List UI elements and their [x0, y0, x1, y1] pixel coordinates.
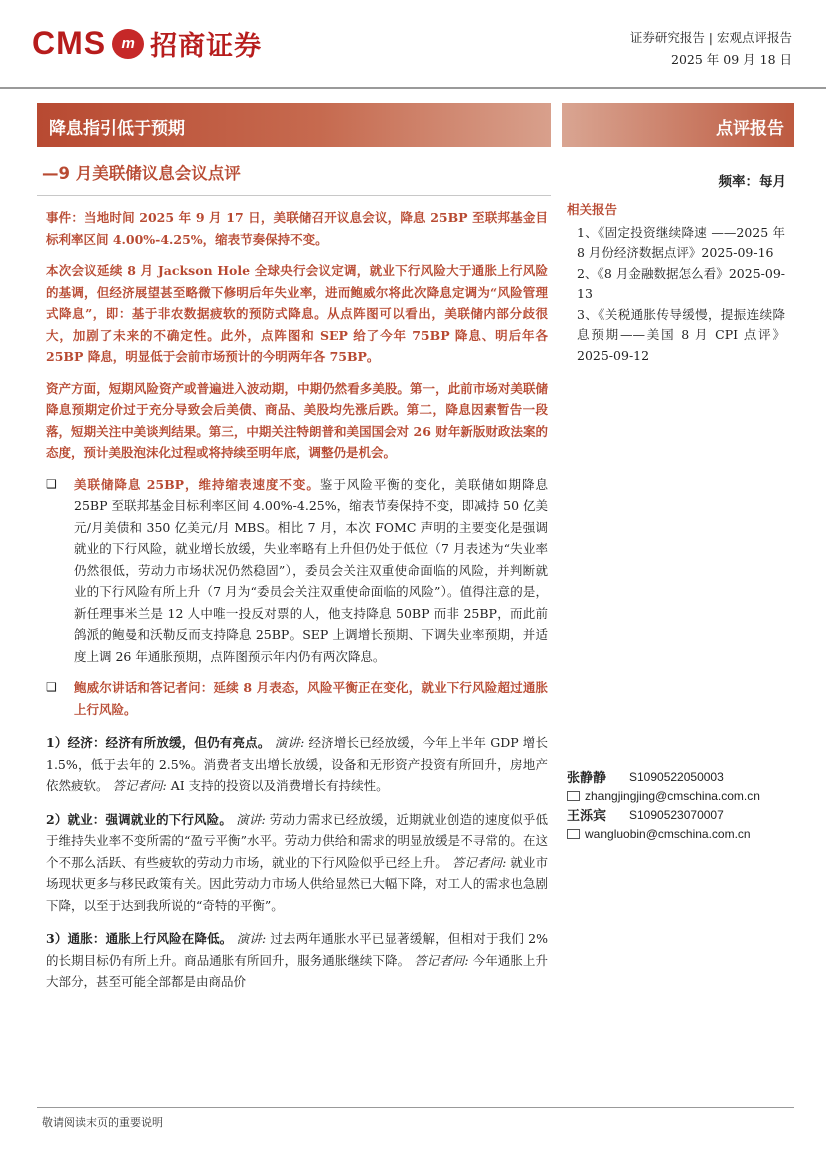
event-paragraph: 事件：当地时间 2025 年 9 月 17 日，美联储召开议息会议，降息 25BP 至联邦基金目标利率区间 4.00%-4.25%，缩表节奏保持不变。 — [46, 210, 548, 247]
related-report-item[interactable]: 3、《关税通胀传导缓慢，提振连续降息预期——美国 8 月 CPI 点评》2025-09-12 — [577, 306, 785, 363]
qa-label: 答记者问: — [451, 854, 507, 870]
report-category: 点评报告 — [716, 119, 784, 139]
speech-label: 演讲: — [236, 931, 267, 946]
section-employment — [46, 809, 548, 917]
bullet-item-2 — [46, 677, 548, 720]
logo-cms-text: CMS — [32, 25, 107, 61]
section-employment-heading: 2）就业：强调就业的下行风险。 — [46, 811, 232, 827]
related-report-item[interactable]: 2、《8 月金融数据怎么看》2025-09-13 — [577, 265, 785, 301]
frequency-label: 频率：每月 — [718, 174, 786, 190]
related-reports — [567, 200, 785, 366]
section-economy — [46, 732, 548, 797]
cms-logo — [32, 24, 262, 63]
section-employment-speech: 劳动力需求已经放缓，近期就业创造的速度似乎低于维持失业率不变所需的“盈亏平衡”水平。劳动力供给和需求的明显放缓是不寻常的。在这个不那么活跃、有些疲软的劳动力市场，就业的下行风险似乎已经上升。 — [46, 811, 549, 870]
subtitle-divider — [37, 195, 551, 196]
title-banner — [37, 103, 551, 147]
analyst-id: S1090522050003 — [629, 769, 724, 784]
header-info — [630, 27, 792, 71]
section-inflation — [46, 928, 548, 993]
analyst-name: 张静静 — [567, 771, 607, 786]
section-economy-qa: AI 支持的投资以及消费增长有持续性。 — [166, 778, 389, 793]
analyst-2-email-row[interactable] — [567, 824, 792, 843]
analyst-name: 王泺宾 — [567, 809, 607, 824]
bullet-item-1 — [46, 474, 548, 668]
mail-icon — [567, 829, 580, 839]
bullet-1-heading: 美联储降息 25BP，维持缩表速度不变。 — [74, 476, 320, 492]
analyst-list — [567, 767, 792, 843]
related-reports-title: 相关报告 — [567, 202, 618, 217]
footer-note: 敬请阅读末页的重要说明 — [42, 1116, 163, 1129]
main-content — [46, 207, 548, 993]
section-economy-speech: 经济增长已经放缓，今年上半年 GDP 增长 1.5%，低于去年的 2.5%。消费者支出增长放缓，设备和无形资产投资有所回升，房地产依然疲软。 — [46, 735, 548, 793]
header-divider — [0, 87, 826, 89]
analyst-1-email-row[interactable] — [567, 786, 792, 805]
qa-label: 答记者问: — [112, 778, 167, 793]
section-inflation-heading: 3）通胀：通胀上行风险在降低。 — [46, 931, 233, 946]
speech-label: 演讲: — [236, 811, 266, 827]
section-inflation-speech: 过去两年通胀水平已显著缓解，但相对于我们 2% 的长期目标仍有所上升。商品通胀有所回升，服务通胀继续下降。 — [46, 931, 548, 968]
footer-divider — [37, 1107, 794, 1108]
logo-emblem-icon: m — [112, 29, 144, 59]
section-economy-heading: 1）经济：经济有所放缓，但仍有亮点。 — [46, 735, 271, 750]
summary-paragraph-1: 本次会议延续 8 月 Jackson Hole 全球央行会议定调，就业下行风险大于通胀上行风险的基调，但经济展望甚至略微下修明后年失业率，进而鲍威尔将此次降息定调为“风险管理式降息”，即：基于非农数据疲软的预防式降息。从点阵图可以看出，美联储内部分歧很大，加剧了未来的不确定性。此外，点阵图和 SEP 给了今年 75BP 降息、明后年各 25BP 降息，明显低于会前市场预计的今明两年各 75BP。 — [46, 263, 548, 364]
speech-label: 演讲: — [274, 735, 305, 750]
section-employment-qa: 就业市场现状更多与移民政策有关。因此劳动力市场人供给显然已大幅下降，对工人的需求也急剧下降，以至于达到我所说的“奇特的平衡”。 — [46, 854, 548, 913]
logo-cn-text: 招商证券 — [150, 31, 263, 62]
analyst-id: S1090523070007 — [629, 807, 724, 822]
square-bullet-icon: ❑ — [46, 680, 57, 694]
section-inflation-qa: 今年通胀上升大部分，甚至可能全部都是由商品价 — [46, 952, 548, 989]
related-report-item[interactable]: 1、《固定投资继续降速 ——2025 年 8 月份经济数据点评》2025-09-16 — [577, 224, 785, 260]
analyst-email[interactable]: zhangjingjing@cmschina.com.cn — [585, 788, 760, 803]
report-type: 证券研究报告 | 宏观点评报告 — [629, 30, 792, 45]
mail-icon — [567, 791, 580, 801]
bullet-2-heading: 鲍威尔讲话和答记者问：延续 8 月表态，风险平衡正在变化，就业下行风险超过通胀上行风险。 — [74, 680, 548, 717]
report-date: 2025 年 09 月 18 日 — [671, 52, 792, 67]
analyst-email[interactable]: wangluobin@cmschina.com.cn — [585, 826, 751, 841]
category-banner — [562, 103, 794, 147]
analyst-2 — [567, 805, 792, 824]
analyst-1 — [567, 767, 792, 786]
qa-label: 答记者问: — [414, 952, 469, 968]
bullet-1-text: 鉴于风险平衡的变化，美联储如期降息 25BP 至联邦基金目标利率区间 4.00%-4.25%，缩表节奏保持不变，即减持 50 亿美元/月美债和 350 亿美元/月 MBS。相比 7 月，本次 FOMC 声明的主要变化是强调就业的下行风险，就业增长放缓，失业率略有上升但仍处于低位（7 月表述为“失业率仍然很低，劳动力市场状况仍然稳固”），委员会关注双重使命面临的风险，并判断就业的下行风险有所上升（7 月为“委员会关注双重使命面临的风险”）。值得注意的是，新任理事米兰是 12 人中唯一投反对票的人，他支持降息 50BP 而非 25BP，而此前鸽派的鲍曼和沃勒反而支持降息 25BP。SEP 上调增长预期、下调失业率预期，并适度上调 26 年通胀预期，点阵图预示年内仍有两次降息。 — [74, 476, 548, 664]
page-subtitle: —9 月美联储议息会议点评 — [42, 164, 241, 183]
page-title: 降息指引低于预期 — [49, 119, 185, 139]
summary-paragraph-2: 资产方面，短期风险资产或普遍进入波动期，中期仍然看多美股。第一，此前市场对美联储降息预期定价过于充分导致会后美债、商品、美股均先涨后跌。第二，降息因素暂告一段落，短期关注中美谈判结果。第三，中期关注特朗普和美国国会对 26 财年新版财政法案的态度，预计美股泡沫化过程或将持续至明年底，调整仍是机会。 — [46, 380, 548, 460]
square-bullet-icon: ❑ — [46, 476, 57, 491]
